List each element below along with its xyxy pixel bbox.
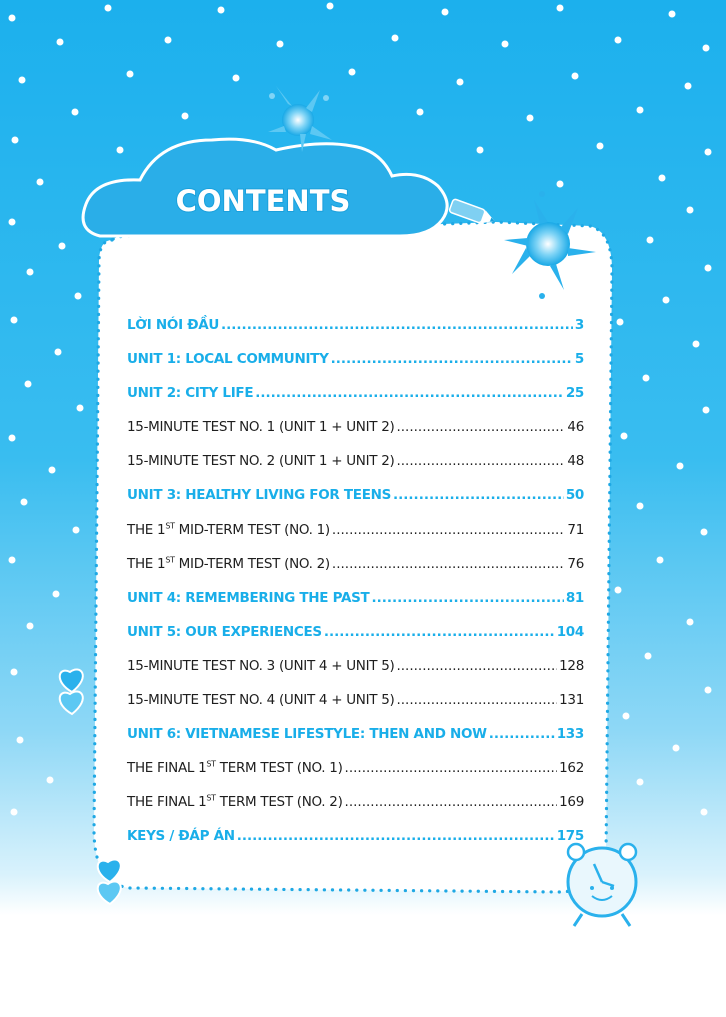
toc-test-entry[interactable] (127, 444, 584, 478)
toc-unit-entry[interactable] (127, 308, 584, 342)
toc-page-number: 128 (559, 657, 584, 674)
toc-unit-entry[interactable] (127, 615, 584, 649)
toc-entry-title-text: UNIT 2: CITY LIFE (127, 385, 254, 402)
toc-entry-title-text: THE 1 (127, 521, 166, 538)
toc-test-entry[interactable] (127, 547, 584, 581)
toc-entry-title (127, 308, 219, 342)
toc-entry-title (127, 785, 343, 819)
toc-dot-leader (331, 342, 573, 376)
toc-page-number: 76 (567, 555, 584, 572)
toc-entry-title (127, 581, 369, 615)
toc-entry-title-text: UNIT 3: HEALTHY LIVING FOR TEENS (127, 487, 392, 504)
toc-entry-title (127, 615, 322, 649)
toc-dot-leader (396, 683, 557, 717)
toc-entry-title-text: THE FINAL 1 (127, 794, 207, 811)
toc-dot-leader (345, 751, 558, 785)
toc-entry-title-text: UNIT 6: VIETNAMESE LIFESTYLE: THEN AND NOW (127, 726, 487, 743)
toc-test-entry[interactable] (127, 410, 584, 444)
toc-entry-superscript: ST (206, 759, 216, 769)
toc-entry-title (127, 751, 343, 785)
toc-page-number: 50 (565, 487, 584, 504)
toc-entry-title (127, 478, 391, 512)
toc-entry-title-text: THE FINAL 1 (127, 760, 207, 777)
toc-test-entry[interactable] (127, 649, 584, 683)
toc-entry-title-text: LỜI NÓI ĐẦU (127, 317, 220, 333)
page-title: CONTENTS (175, 184, 351, 218)
toc-unit-entry[interactable] (127, 717, 584, 751)
toc-test-entry[interactable] (127, 751, 584, 785)
toc-entry-title (127, 547, 330, 581)
toc-entry-title-text: TERM TEST (NO. 1) (215, 760, 343, 777)
toc-entry-title-text: TERM TEST (NO. 2) (215, 794, 343, 811)
toc-entry-title (127, 513, 330, 547)
toc-entry-title-text: KEYS / ĐÁP ÁN (127, 828, 235, 845)
toc-page-number: 104 (556, 623, 584, 640)
toc-entry-title-text: 15-MINUTE TEST NO. 1 (UNIT 1 + UNIT 2) (127, 419, 395, 436)
toc-page-number: 25 (565, 385, 584, 402)
toc-entry-superscript: ST (165, 555, 175, 565)
toc-dot-leader (396, 444, 565, 478)
toc-unit-entry[interactable] (127, 819, 584, 853)
toc-entry-title-text: MID-TERM TEST (NO. 1) (174, 521, 330, 538)
toc-entry-superscript: ST (165, 521, 175, 531)
toc-page-number: 131 (559, 692, 584, 709)
toc-entry-title (127, 649, 394, 683)
toc-unit-entry[interactable] (127, 581, 584, 615)
toc-page-number: 133 (556, 726, 584, 743)
toc-dot-leader (393, 478, 564, 512)
toc-entry-title-text: UNIT 4: REMEMBERING THE PAST (127, 589, 370, 606)
toc-dot-leader (489, 717, 555, 751)
toc-dot-leader (332, 513, 566, 547)
toc-page-number: 46 (567, 419, 584, 436)
toc-dot-leader (332, 547, 566, 581)
toc-dot-leader (371, 581, 563, 615)
toc-test-entry[interactable] (127, 513, 584, 547)
toc-page-number: 162 (559, 760, 584, 777)
toc-entry-title-text: 15-MINUTE TEST NO. 4 (UNIT 4 + UNIT 5) (127, 692, 395, 709)
toc-unit-entry[interactable] (127, 342, 584, 376)
toc-entry-title-text: UNIT 5: OUR EXPERIENCES (127, 623, 322, 640)
table-of-contents (127, 308, 584, 854)
toc-page-number: 169 (559, 794, 584, 811)
toc-test-entry[interactable] (127, 785, 584, 819)
toc-dot-leader (396, 410, 565, 444)
toc-entry-superscript: ST (206, 793, 216, 803)
toc-entry-title-text: MID-TERM TEST (NO. 2) (174, 555, 330, 572)
toc-entry-title-text: 15-MINUTE TEST NO. 3 (UNIT 4 + UNIT 5) (127, 657, 395, 674)
toc-entry-title (127, 376, 253, 410)
toc-page-number: 5 (574, 351, 584, 368)
toc-entry-title-text: THE 1 (127, 555, 166, 572)
toc-page-number: 48 (567, 453, 584, 470)
toc-page-number: 81 (565, 589, 584, 606)
toc-entry-title-text: 15-MINUTE TEST NO. 2 (UNIT 1 + UNIT 2) (127, 453, 395, 470)
toc-dot-leader (324, 615, 555, 649)
toc-page-number: 175 (556, 828, 584, 845)
toc-dot-leader (255, 376, 564, 410)
toc-entry-title (127, 717, 487, 751)
toc-entry-title (127, 683, 394, 717)
toc-unit-entry[interactable] (127, 376, 584, 410)
toc-dot-leader (237, 819, 555, 853)
toc-entry-title (127, 819, 235, 853)
toc-page-number: 71 (567, 521, 584, 538)
toc-entry-title-text: UNIT 1: LOCAL COMMUNITY (127, 351, 329, 368)
toc-page-number: 3 (574, 317, 584, 333)
toc-entry-title (127, 342, 329, 376)
toc-unit-entry[interactable] (127, 478, 584, 512)
toc-dot-leader (345, 785, 558, 819)
toc-dot-leader (396, 649, 557, 683)
toc-entry-title (127, 410, 394, 444)
toc-test-entry[interactable] (127, 683, 584, 717)
toc-dot-leader (221, 308, 573, 342)
toc-entry-title (127, 444, 394, 478)
